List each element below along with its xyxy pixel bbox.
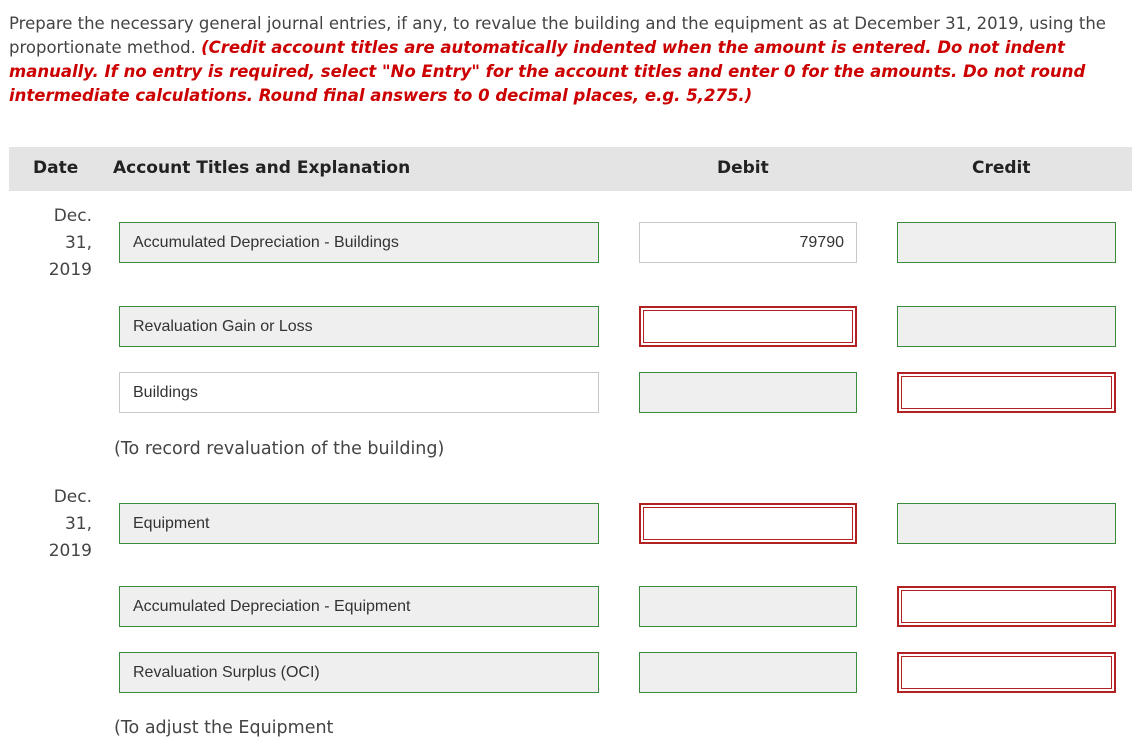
- credit-amount-input[interactable]: [897, 306, 1116, 347]
- entry-explanation: (To record revaluation of the building): [114, 439, 445, 459]
- account-title-select[interactable]: Accumulated Depreciation - Buildings: [119, 222, 599, 263]
- journal-table-header: [9, 147, 1132, 191]
- credit-amount-input[interactable]: [897, 652, 1116, 693]
- account-title-select[interactable]: Buildings: [119, 372, 599, 413]
- debit-amount-input[interactable]: 79790: [639, 222, 857, 263]
- date-day: 31,: [64, 514, 92, 534]
- header-credit: Credit: [972, 158, 1031, 178]
- account-title-select[interactable]: Accumulated Depreciation - Equipment: [119, 586, 599, 627]
- account-title-select[interactable]: Equipment: [119, 503, 599, 544]
- date-day: 31,: [64, 233, 92, 253]
- date-year: 2019: [48, 541, 92, 561]
- header-account-titles: Account Titles and Explanation: [113, 158, 411, 178]
- header-date: Date: [33, 158, 79, 178]
- credit-amount-input[interactable]: [897, 503, 1116, 544]
- account-title-select[interactable]: Revaluation Surplus (OCI): [119, 652, 599, 693]
- date-month: Dec.: [53, 487, 92, 507]
- debit-amount-input[interactable]: [639, 503, 857, 544]
- instructions-text: Prepare the necessary general journal entries, if any, to revalue the building and the equipment as at December 31, 2019, using the proportionate method.: [9, 14, 1106, 57]
- credit-amount-input[interactable]: [897, 222, 1116, 263]
- date-month: Dec.: [53, 206, 92, 226]
- entry-date: [20, 203, 92, 284]
- header-debit: Debit: [717, 158, 769, 178]
- account-title-select[interactable]: Revaluation Gain or Loss: [119, 306, 599, 347]
- entry-explanation: (To adjust the Equipment: [114, 718, 334, 738]
- instructions-hint: (Credit account titles are automatically indented when the amount is entered. Do not indent manually. If no entry is required, select "No Entry" for the account titles and enter 0 for the amounts. Do not round intermediate calculations. Round final answers to 0 decimal places, e.g. 5,275.): [9, 38, 1086, 105]
- debit-amount-input[interactable]: [639, 652, 857, 693]
- date-year: 2019: [48, 260, 92, 280]
- question-instructions: [9, 12, 1134, 108]
- debit-amount-input[interactable]: [639, 306, 857, 347]
- credit-amount-input[interactable]: [897, 586, 1116, 627]
- credit-amount-input[interactable]: [897, 372, 1116, 413]
- entry-date: [20, 484, 92, 565]
- debit-amount-input[interactable]: [639, 586, 857, 627]
- debit-amount-input[interactable]: [639, 372, 857, 413]
